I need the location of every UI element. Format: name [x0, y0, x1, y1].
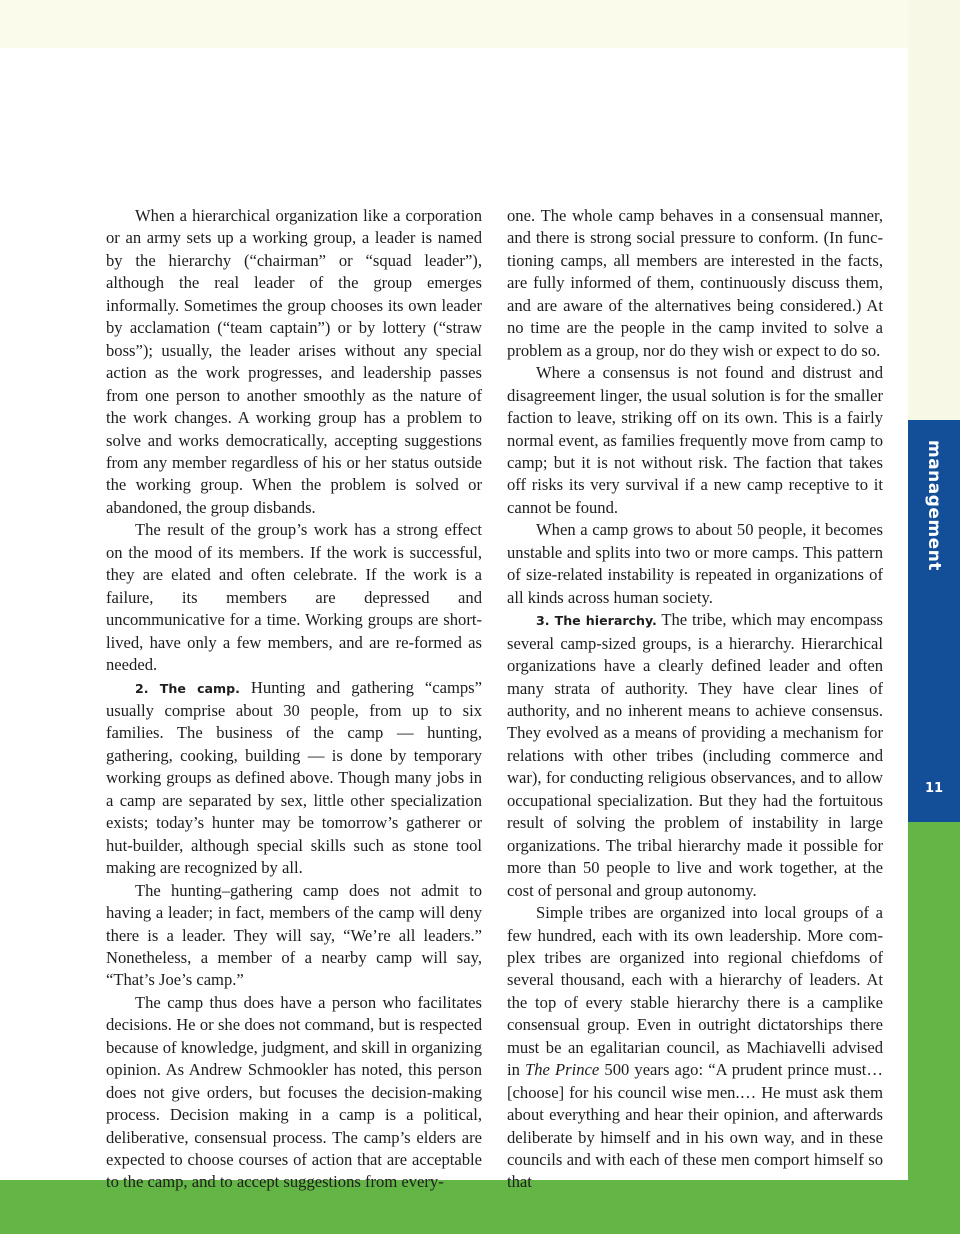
- paragraph: The result of the group’s work has a strong effect on the mood of its members. If the work is successful, they are elated and often celebrate. If the work is a failure, its members are depressed and uncommunicative for a time. Working groups are short-lived, have only a few members, and are re-formed as needed.: [106, 520, 482, 675]
- subheading-camp: 2. The camp.: [135, 680, 240, 696]
- section-label: management: [924, 440, 944, 571]
- paragraph-hierarchy: [507, 609, 883, 902]
- paragraph: When a hierarchical organization like a corporation or an army sets up a working group, a leader is named by the hierarchy (“chairman” or “squad leader”), although the real leader of the group emerges informally. Sometimes the group chooses its own leader by acclamation (“team captain”) or by lottery (“straw boss”); usually, the leader arises without any special action as the work progresses, and leadership passes from one person to another smoothly as the nature of the work changes. A working group has a problem to solve and works democratically, accepting suggestions from any member regardless of his or her status outside the working group. When the problem is solved or abandoned, the group disbands.: [106, 206, 482, 517]
- paragraph-camp: [106, 677, 482, 880]
- top-band: [0, 0, 960, 48]
- paragraph: Where a consensus is not found and distrust and disagreement linger, the usual solution is for the smaller faction to leave, striking off on its own. This is a fairly normal event, as families frequently move from camp to camp; but it is not without risk. The faction that takes off risks its very survival if a new camp receptive to it cannot be found.: [507, 363, 883, 517]
- paragraph-continued: one. The whole camp behaves in a consensual manner, and there is strong social pressure to conform. (In functioning camps, all members are interested in the facts, are fully informed of them, continuously discuss them, and are aware of the alternatives being considered.) At no time are the people in the camp invited to solve a problem as a group, nor do they wish or expect to do so.: [507, 206, 883, 360]
- paragraph-text: Hunting and gathering “camps” usually comprise about 30 people, from up to six families. The business of the camp — hunting, gathering, cooking, building — is done by temporary working groups as defined above. Though many jobs in a camp are separated by sex, little other specialization exists; today’s hunter may be tomorrow’s gatherer or hut-builder, although special skills such as stone tool making are recognized by all.: [106, 677, 482, 878]
- paragraph: The camp thus does have a person who facilitates decisions. He or she does not command, but is respected because of knowledge, judgment, and skill in organizing opinion. As Andrew Schmookler has noted, this person does not give orders, but focuses the decision-making process. Decision making in a camp is a political, deliberative, consensual process. The camp’s elders are expected to choose courses of action that are acceptable to the camp, and to accept suggestions from every-: [106, 992, 482, 1192]
- paragraph: [507, 902, 883, 1194]
- paragraph-text: The tribe, which may encompass several camp-sized groups, is a hierarchy. Hierarchical organizations have a clearly defined leader and often many strata of authority. They have clear lines of authority, and no inherent means to achieve consensus. They evolved as a means of providing a mechanism for relations with other tribes (including commerce and war), for conducting religious observances, and to allow occupational specialization. But they had the fortuitous result of solving the problem of instability in large organizations. The tribal hierarchy made it possible for more than 50 people to live and work together, at the cost of personal and group autonomy.: [507, 610, 883, 900]
- left-column: [106, 205, 482, 1194]
- right-column: [507, 205, 883, 1194]
- page-number: 11: [924, 781, 944, 796]
- paragraph: The hunting–gathering camp does not admit to having a leader; in fact, members of the camp will deny there is a leader. They will say, “We’re all leaders.” Nonetheless, a member of a nearby camp will say, “That’s Joe’s camp.”: [106, 880, 482, 990]
- page-number-tab: [908, 822, 960, 1180]
- subheading-hierarchy: 3. The hierarchy.: [536, 613, 657, 629]
- paragraph-text: Simple tribes are organized into local groups of a few hundred, each with its own leadership. More complex tribes are organized into regional chiefdoms of several thousand, each with a hierarchy of leaders. At the top of every stable hierarchy there is a camplike consensual group. Even in outright dictatorships there must be an egalitarian council, as Machiavelli advised in: [507, 903, 883, 1080]
- paragraph: When a camp grows to about 50 people, it becomes unstable and splits into two or more camps. This pattern of size-related instability is repeated in organizations of all kinds across human society.: [507, 520, 883, 607]
- book-title: The Prince: [525, 1060, 600, 1080]
- paragraph-text: 500 years ago: “A prudent prince must…[choose] for his council wise men.… He must ask them about everything and hear their opinion, and afterwards deliberate by himself and in his own way, and in these councils and with each of these men comport himself so that: [507, 1060, 883, 1192]
